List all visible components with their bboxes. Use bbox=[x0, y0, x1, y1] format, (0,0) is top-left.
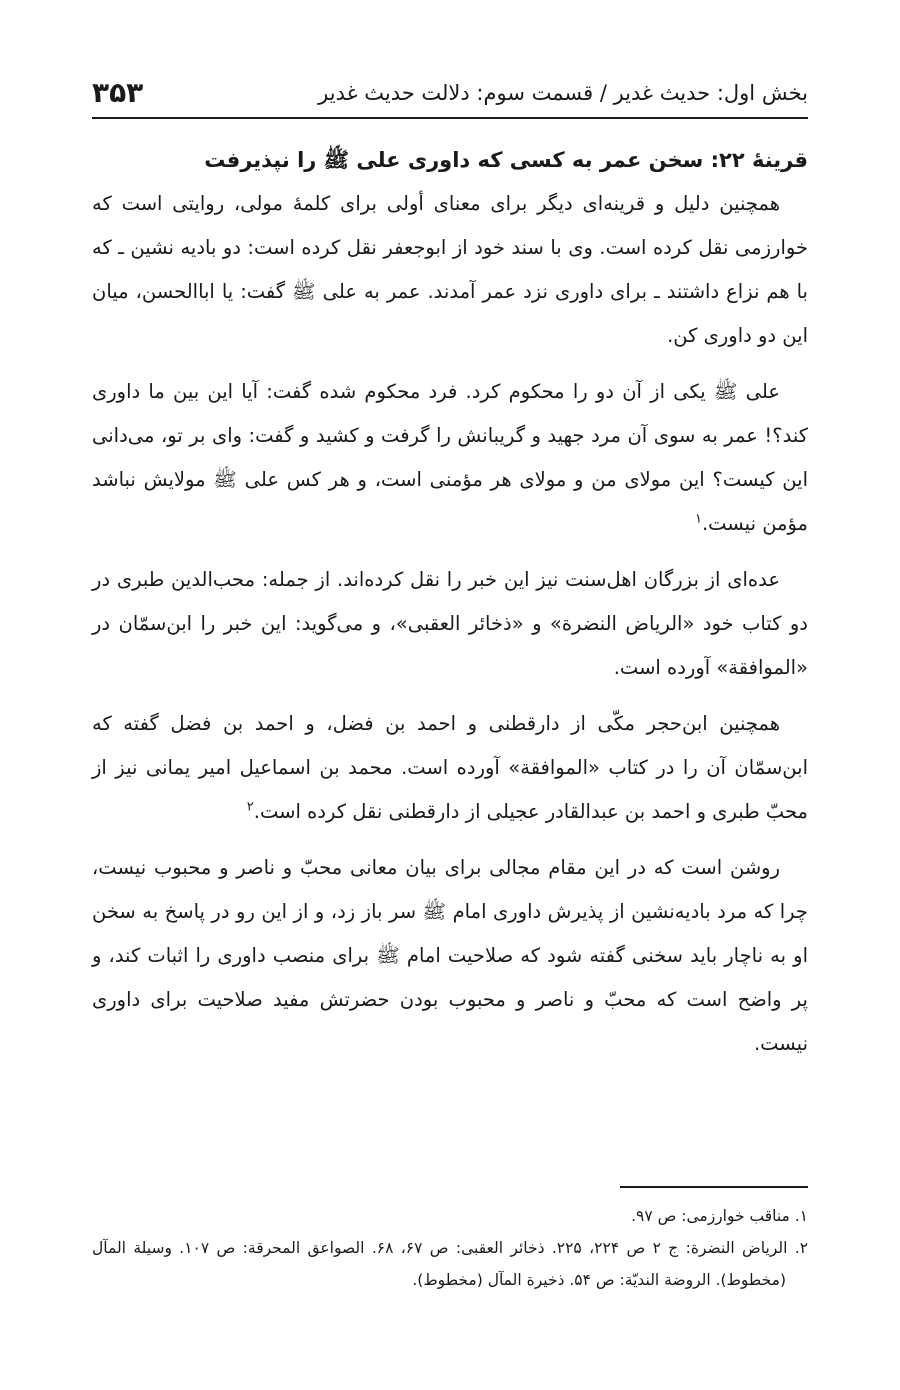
footnote-ref[interactable]: ۲ bbox=[246, 799, 254, 815]
footnote: ۱. مناقب خوارزمی: ص ۹۷. bbox=[631, 1207, 808, 1225]
page-header bbox=[92, 72, 808, 114]
paragraph-text: همچنین دلیل و قرینه‌ای دیگر برای معنای أولی برای کلمهٔ مولی، روایتی است که خوارزمی نقل کرده است. وی با سند خود از ابوجعفر نقل کرده است: دو بادیه نشین ـ که با هم نزاع داشتند ـ برای داوری نزد عمر آمدند. عمر به علی ﷺ گفت: یا اباالحسن، میان این دو داوری کن. bbox=[92, 192, 808, 347]
paragraph-text: همچنین ابن‌حجر مکّی از دارقطنی و احمد بن فضل، و احمد بن فضل گفته که ابن‌سمّان آن را در کتاب «الموافقة» آورده است. محمد بن اسماعیل امیر یمانی نیز از محبّ طبری و احمد بن عبدالقادر عجیلی از دارقطنی نقل کرده است. bbox=[92, 712, 808, 823]
paragraph-text: علی ﷺ یکی از آن دو را محکوم کرد. فرد محکوم شده گفت: آیا این بین ما داوری کند؟! عمر به سوی آن مرد جهید و گریبانش را گرفت و کشید و گفت: وای بر تو، می‌دانی این کیست؟ این مولای من و مولای هر مؤمنی است، و هر کس علی ﷺ مولایش نباشد مؤمن نیست. bbox=[92, 380, 808, 535]
main-text bbox=[92, 140, 808, 1078]
footnote-ref[interactable]: ۱ bbox=[694, 511, 702, 527]
page-number: ۳۵۳ bbox=[92, 76, 144, 109]
paragraph bbox=[92, 370, 808, 546]
paragraph bbox=[92, 558, 808, 690]
section-heading: قرینهٔ ۲۲: سخن عمر به کسی که داوری علی ﷺ را نپذیرفت bbox=[204, 148, 808, 172]
paragraph bbox=[92, 846, 808, 1066]
footnote-rule bbox=[620, 1186, 808, 1188]
paragraph-text: عده‌ای از بزرگان اهل‌سنت نیز این خبر را نقل کرده‌اند. از جمله: محب‌الدین طبری در دو کتاب خود «الریاض النضرة» و «ذخائر العقبی»، و می‌گوید: این خبر را ابن‌سمّان در «الموافقة» آورده است. bbox=[92, 568, 808, 679]
footnotes bbox=[92, 1200, 808, 1296]
paragraph bbox=[92, 702, 808, 834]
footnote: ۲. الریاض النضرة: ج ۲ ص ۲۲۴، ۲۲۵. ذخائر العقبی: ص ۶۷، ۶۸. الصواعق المحرقة: ص ۱۰۷. وسیلة المآل (مخطوط). الروضة الندیّة: ص ۵۴. ذخیرة المآل (مخطوط). bbox=[92, 1239, 809, 1289]
paragraph-text: روشن است که در این مقام مجالی برای بیان معانی محبّ و ناصر و محبوب نیست، چرا که مرد بادیه‌نشین از پذیرش داوری امام ﷺ سر باز زد، و از این رو در پاسخ به سخن او به ناچار باید سخنی گفته شود که صلاحیت امام ﷺ برای منصب داوری را اثبات کند، و پر واضح است که محبّ و ناصر و محبوب بودن حضرتش مفید صلاحیت برای داوری نیست. bbox=[92, 856, 808, 1055]
running-head: بخش اول: حدیث غدیر / قسمت سوم: دلالت حدیث غدیر bbox=[318, 81, 808, 105]
paragraph bbox=[92, 182, 808, 358]
header-rule bbox=[92, 117, 808, 119]
